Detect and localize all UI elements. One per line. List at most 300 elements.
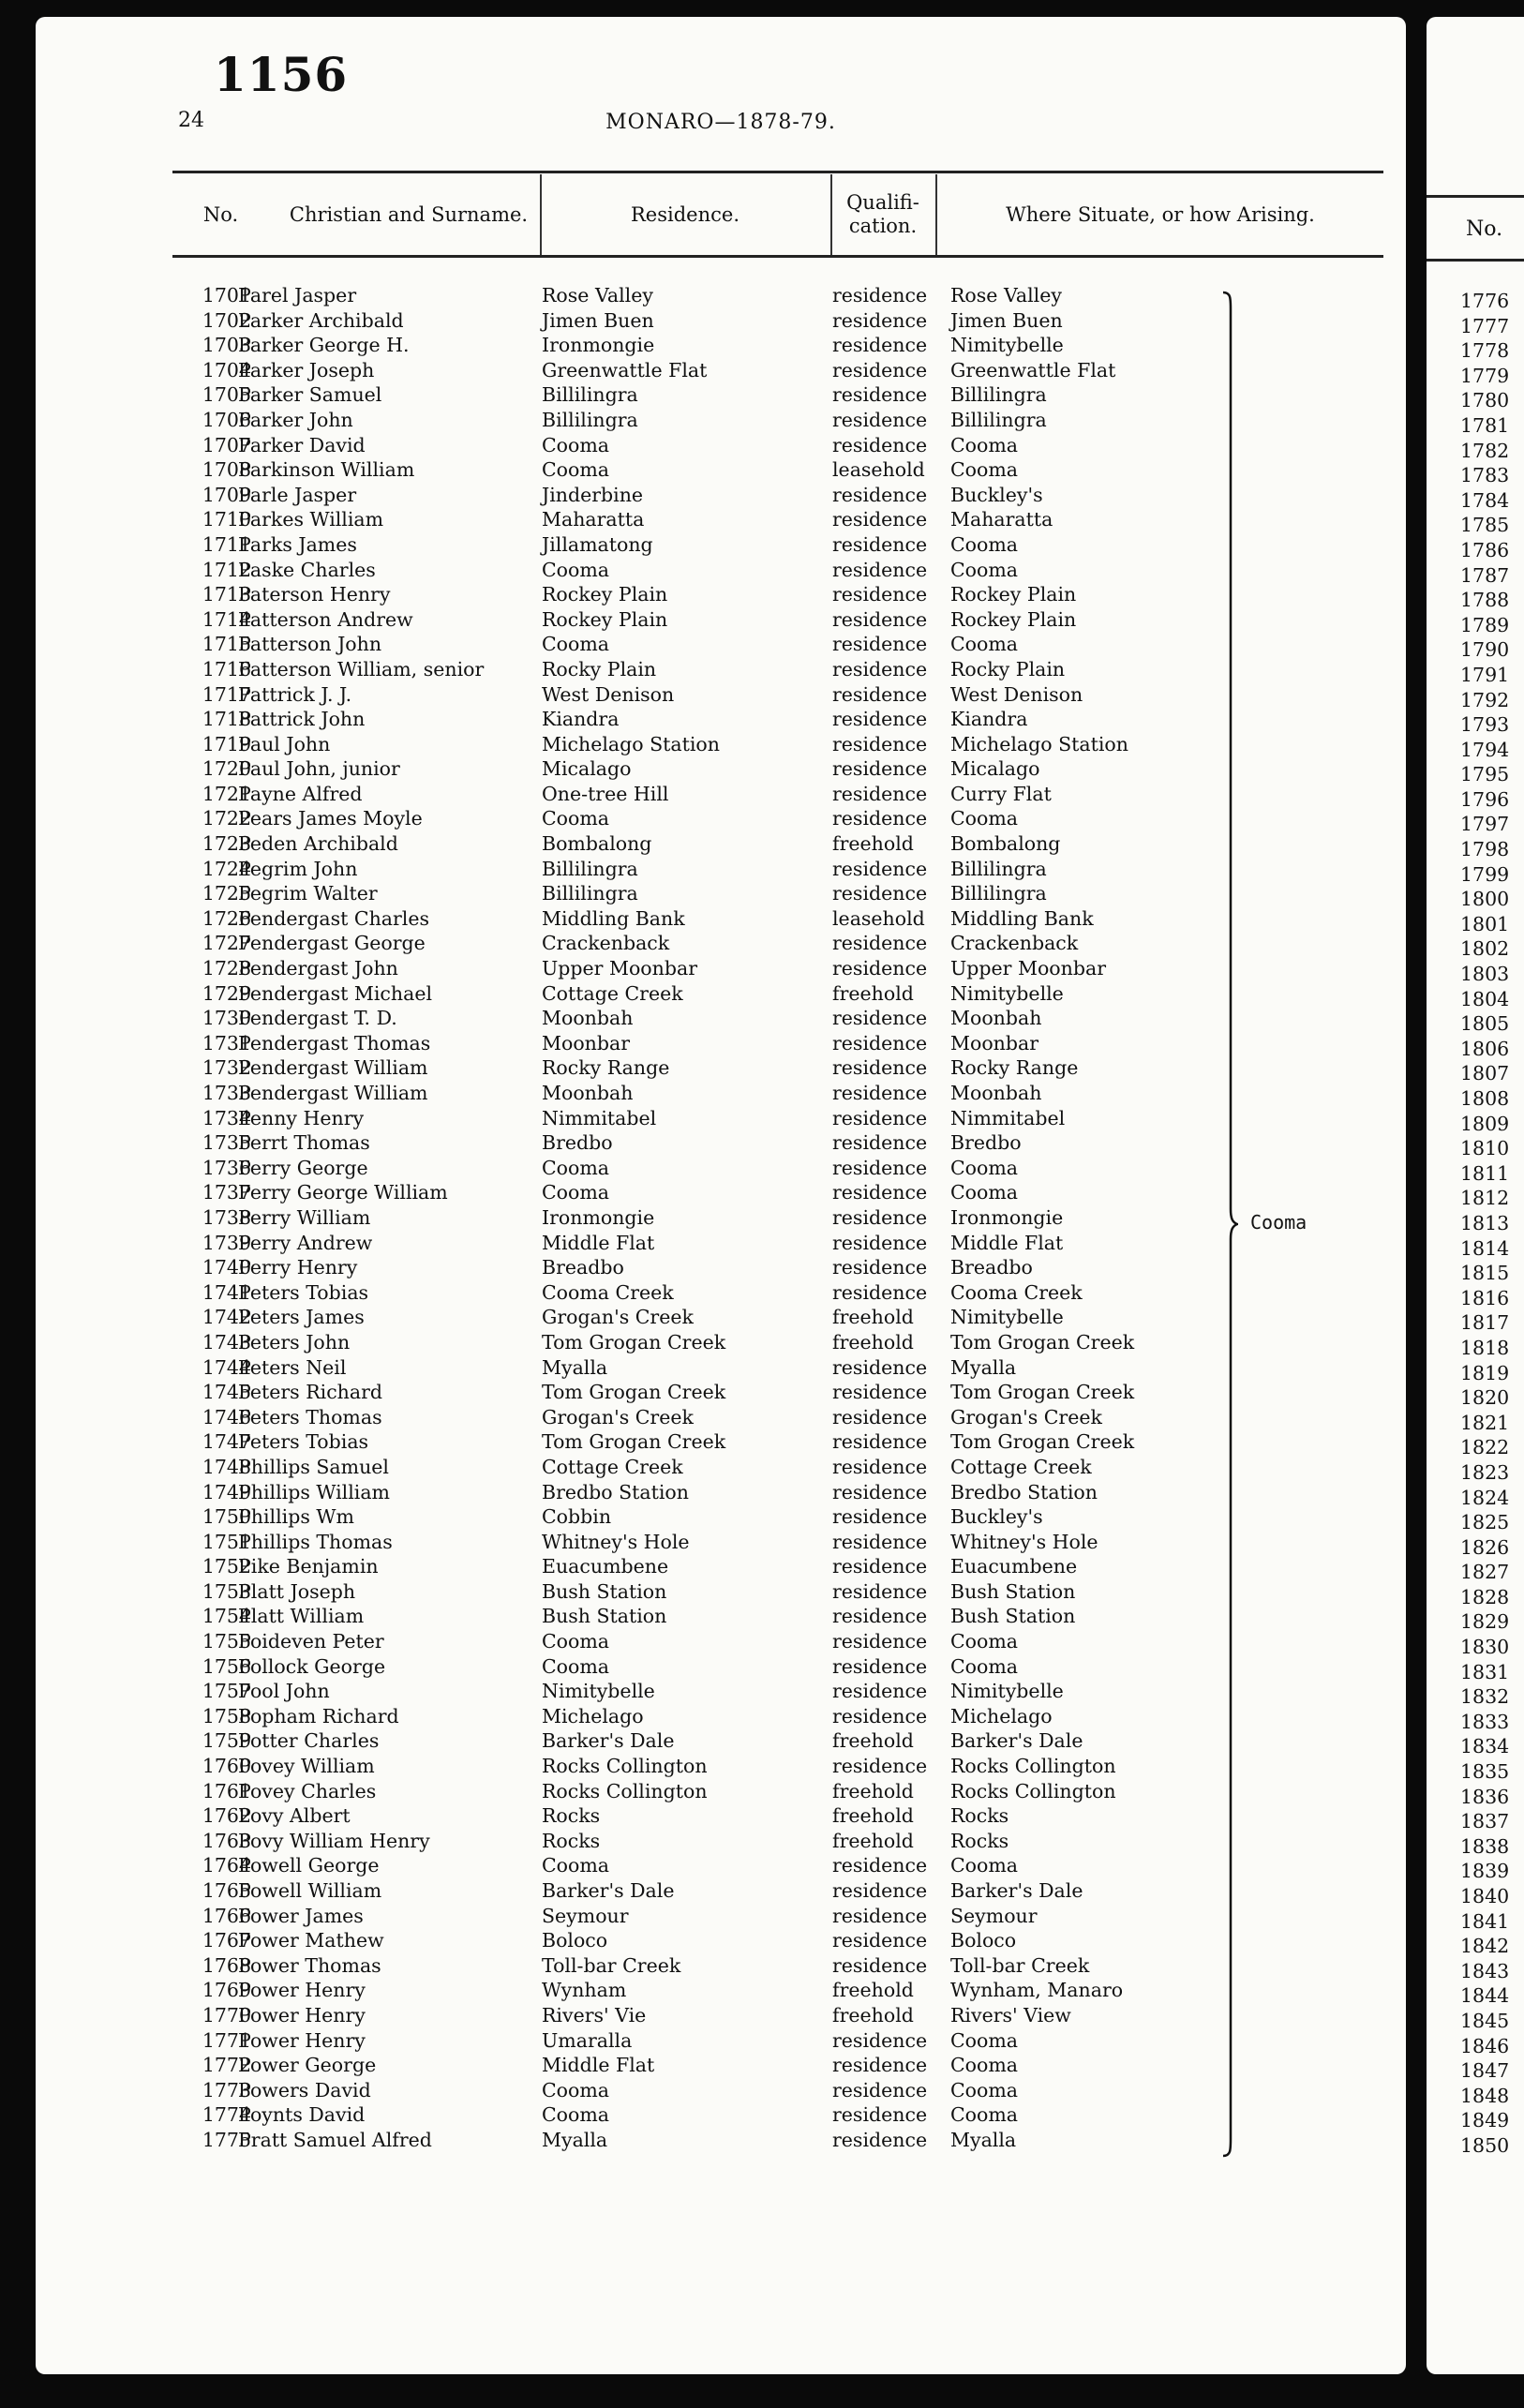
entry-where-situate: Rose Valley [950, 284, 1062, 307]
adjacent-entry-number: 1779 [1460, 364, 1510, 387]
entry-name: Pattrick J. J. [238, 682, 352, 706]
entry-name: Parker Samuel [238, 383, 382, 407]
adjacent-entry-number: 1841 [1460, 1909, 1510, 1933]
entry-where-situate: Rockey Plain [950, 583, 1077, 606]
adjacent-entry-number: 1812 [1460, 1187, 1510, 1210]
entry-where-situate: Cooma [950, 633, 1019, 656]
entry-qualification: residence [832, 532, 928, 556]
adjacent-entry-number: 1788 [1460, 589, 1510, 612]
table-row [36, 1530, 1406, 1555]
entry-where-situate: Billilingra [950, 882, 1047, 905]
table-row [36, 1953, 1406, 1979]
entry-residence: Rocks Collington [542, 1779, 708, 1802]
adjacent-page-edge [1427, 17, 1524, 2374]
entry-number: 1733 [202, 1082, 251, 1104]
entry-name: Pendergast Michael [238, 981, 433, 1005]
entry-name: Povy Albert [238, 1804, 351, 1828]
entry-residence: Rocks [542, 1829, 601, 1852]
adjacent-entry-number: 1843 [1460, 1959, 1510, 1982]
header-bottom-rule [172, 255, 1383, 258]
adjacent-entry-number: 1850 [1460, 2133, 1510, 2157]
bracket-label: Cooma [1250, 1211, 1307, 1234]
entry-qualification: residence [832, 1530, 928, 1553]
entry-name: Potter Charles [238, 1729, 380, 1753]
adjacent-entry-number: 1793 [1460, 713, 1510, 737]
entry-residence: Cooma [542, 1654, 610, 1678]
table-row [36, 2078, 1406, 2103]
entry-name: Povy William Henry [238, 1829, 430, 1852]
entry-number: 1722 [202, 807, 251, 830]
entry-qualification: residence [832, 308, 928, 332]
entry-number: 1764 [202, 1854, 251, 1877]
entry-number: 1731 [202, 1031, 251, 1054]
entry-residence: Tom Grogan Creek [542, 1330, 726, 1354]
entry-residence: Cooma [542, 1181, 610, 1204]
entry-name: Perry George William [238, 1181, 448, 1204]
adjacent-entry-number: 1796 [1460, 787, 1510, 811]
header-name: Christian and Surname. [289, 202, 529, 226]
entry-name: Phillips Samuel [238, 1455, 389, 1478]
adjacent-entry-number: 1804 [1460, 987, 1510, 1010]
entry-name: Phillips Wm [238, 1505, 354, 1529]
table-row [36, 433, 1406, 458]
entry-residence: Cooma Creek [542, 1280, 674, 1304]
entry-name: Power Henry [238, 2003, 366, 2027]
entry-residence: Ironmongie [542, 334, 655, 357]
adjacent-entry-number: 1800 [1460, 888, 1510, 911]
table-row [36, 483, 1406, 508]
entry-number: 1773 [202, 2078, 251, 2101]
entry-where-situate: West Denison [950, 682, 1083, 706]
entry-qualification: residence [832, 1654, 928, 1678]
entry-number: 1728 [202, 957, 251, 980]
table-row [36, 1081, 1406, 1106]
entry-residence: Cooma [542, 433, 610, 456]
adjacent-entry-number: 1808 [1460, 1087, 1510, 1110]
entry-where-situate: Boloco [950, 1929, 1017, 1952]
entry-qualification: residence [832, 433, 928, 456]
entry-qualification: residence [832, 1205, 928, 1229]
adjacent-entry-number: 1785 [1460, 514, 1510, 537]
entry-name: Parle Jasper [238, 483, 357, 506]
entry-where-situate: Billilingra [950, 383, 1047, 407]
entry-name: Paul John [238, 732, 331, 755]
entry-name: Patterson William, senior [238, 657, 485, 681]
adjacent-header-no: No. [1466, 217, 1503, 241]
running-title: MONARO—1878-79. [605, 111, 836, 134]
adjacent-entry-number: 1813 [1460, 1211, 1510, 1234]
entry-name: Power Mathew [238, 1929, 384, 1952]
table-row [36, 1654, 1406, 1680]
entry-residence: Cooma [542, 1156, 610, 1179]
entry-name: Parker David [238, 433, 366, 456]
entry-number: 1768 [202, 1953, 251, 1977]
adjacent-entry-number: 1782 [1460, 439, 1510, 462]
entry-qualification: residence [832, 1256, 928, 1279]
entry-qualification: leasehold [832, 906, 925, 930]
entry-name: Parel Jasper [238, 284, 357, 307]
table-row [36, 1728, 1406, 1754]
entry-number: 1705 [202, 383, 251, 407]
entry-name: Pendergast William [238, 1056, 428, 1080]
table-row [36, 507, 1406, 532]
entry-number: 1729 [202, 981, 251, 1005]
entry-qualification: residence [832, 1231, 928, 1254]
entry-residence: Boloco [542, 1929, 608, 1952]
entry-residence: Cooma [542, 633, 610, 656]
entry-where-situate: Cooma [950, 2103, 1019, 2127]
entry-qualification: residence [832, 1106, 928, 1129]
entry-where-situate: Bredbo Station [950, 1480, 1098, 1503]
entry-name: Power Thomas [238, 1953, 381, 1977]
table-row [36, 881, 1406, 906]
entry-qualification: residence [832, 1181, 928, 1204]
entry-where-situate: Rocky Plain [950, 657, 1066, 681]
entry-qualification: freehold [832, 1729, 914, 1753]
entry-where-situate: Whitney's Hole [950, 1530, 1098, 1553]
entry-qualification: residence [832, 334, 928, 357]
entry-residence: Moonbah [542, 1007, 634, 1030]
entry-name: Poideven Peter [238, 1630, 384, 1653]
table-row [36, 1829, 1406, 1854]
entry-number: 1758 [202, 1704, 251, 1727]
entry-number: 1701 [202, 284, 251, 307]
entry-name: Parker Archibald [238, 308, 404, 332]
adjacent-entry-number: 1789 [1460, 613, 1510, 636]
entry-residence: Billilingra [542, 408, 638, 431]
entry-name: Povey Charles [238, 1779, 377, 1802]
adjacent-entry-number: 1778 [1460, 339, 1510, 363]
entry-where-situate: Greenwattle Flat [950, 358, 1116, 381]
entry-where-situate: Buckley's [950, 483, 1043, 506]
entry-number: 1759 [202, 1729, 251, 1753]
entry-number: 1763 [202, 1829, 251, 1852]
entry-number: 1718 [202, 708, 251, 731]
table-row [36, 1405, 1406, 1430]
table-row [36, 1231, 1406, 1256]
entry-number: 1754 [202, 1605, 251, 1628]
entry-number: 1748 [202, 1455, 251, 1478]
table-row [36, 582, 1406, 607]
adjacent-entry-number: 1809 [1460, 1112, 1510, 1135]
entry-number: 1723 [202, 832, 251, 856]
entry-name: Platt William [238, 1605, 365, 1628]
adjacent-entry-number: 1823 [1460, 1460, 1510, 1484]
entry-qualification: residence [832, 1381, 928, 1404]
entry-number: 1709 [202, 483, 251, 506]
entry-residence: Breadbo [542, 1256, 624, 1279]
table-row [36, 1280, 1406, 1306]
entry-number: 1703 [202, 334, 251, 357]
table-row [36, 1779, 1406, 1804]
entry-where-situate: Rocks [950, 1829, 1009, 1852]
adjacent-entry-number: 1784 [1460, 488, 1510, 512]
entry-where-situate: Billilingra [950, 857, 1047, 880]
entry-number: 1727 [202, 932, 251, 955]
entry-where-situate: Rocks Collington [950, 1779, 1116, 1802]
entry-residence: Bredbo Station [542, 1480, 689, 1503]
entry-where-situate: Cooma [950, 807, 1019, 830]
entry-where-situate: Rockey Plain [950, 607, 1077, 631]
entry-residence: Bombalong [542, 832, 652, 856]
entry-name: Peters Neil [238, 1355, 347, 1379]
entry-residence: Maharatta [542, 508, 645, 531]
table-row [36, 607, 1406, 633]
table-row [36, 1156, 1406, 1181]
entry-number: 1765 [202, 1879, 251, 1902]
entry-residence: Whitney's Hole [542, 1530, 690, 1553]
entry-where-situate: Seymour [950, 1904, 1038, 1927]
entry-where-situate: Rocks Collington [950, 1755, 1116, 1778]
adjacent-entry-number: 1805 [1460, 1012, 1510, 1036]
adjacent-entry-number: 1829 [1460, 1610, 1510, 1634]
table-row [36, 2028, 1406, 2054]
table-row [36, 2003, 1406, 2028]
entry-where-situate: Cooma Creek [950, 1280, 1083, 1304]
table-row [36, 981, 1406, 1007]
entry-residence: Jimen Buen [542, 308, 654, 332]
entry-qualification: residence [832, 1031, 928, 1054]
entry-name: Poynts David [238, 2103, 366, 2127]
adjacent-entry-number: 1827 [1460, 1561, 1510, 1584]
elector-list [36, 283, 1406, 2153]
entry-where-situate: Kiandra [950, 708, 1028, 731]
table-row [36, 1480, 1406, 1505]
entry-where-situate: Tom Grogan Creek [950, 1430, 1135, 1454]
table-row [36, 782, 1406, 807]
entry-number: 1767 [202, 1929, 251, 1952]
entry-number: 1720 [202, 757, 251, 781]
entry-where-situate: Tom Grogan Creek [950, 1381, 1135, 1404]
entry-where-situate: Cooma [950, 1156, 1019, 1179]
entry-residence: Cooma [542, 1854, 610, 1877]
entry-residence: Barker's Dale [542, 1729, 675, 1753]
entry-residence: Upper Moonbar [542, 957, 697, 980]
entry-where-situate: Micalago [950, 757, 1040, 781]
entry-name: Pendergast Charles [238, 906, 429, 930]
entry-qualification: freehold [832, 1306, 914, 1329]
entry-where-situate: Cottage Creek [950, 1455, 1092, 1478]
entry-where-situate: Rocky Range [950, 1056, 1079, 1080]
entry-qualification: freehold [832, 832, 914, 856]
table-row [36, 1853, 1406, 1878]
entry-where-situate: Bombalong [950, 832, 1061, 856]
entry-where-situate: Nimitybelle [950, 334, 1064, 357]
adjacent-entry-number: 1786 [1460, 538, 1510, 561]
entry-residence: Grogan's Creek [542, 1306, 694, 1329]
entry-residence: West Denison [542, 682, 675, 706]
table-row [36, 2128, 1406, 2153]
adjacent-number-list [1427, 289, 1524, 2159]
entry-residence: Crackenback [542, 932, 670, 955]
entry-residence: Rivers' Vie [542, 2003, 647, 2027]
entry-residence: Jinderbine [542, 483, 644, 506]
entry-number: 1738 [202, 1205, 251, 1229]
adjacent-header-rule [1427, 195, 1524, 198]
entry-qualification: residence [832, 633, 928, 656]
entry-name: Pratt Samuel Alfred [238, 2128, 432, 2151]
table-row [36, 756, 1406, 782]
entry-qualification: residence [832, 882, 928, 905]
table-row [36, 1878, 1406, 1904]
table-row [36, 1130, 1406, 1156]
table-row [36, 906, 1406, 932]
entry-qualification: residence [832, 657, 928, 681]
entry-where-situate: Cooma [950, 2078, 1019, 2101]
entry-number: 1769 [202, 1979, 251, 2002]
table-row [36, 2053, 1406, 2078]
entry-residence: Moonbar [542, 1031, 631, 1054]
entry-number: 1745 [202, 1381, 251, 1404]
entry-qualification: freehold [832, 1779, 914, 1802]
entry-name: Patterson John [238, 633, 382, 656]
table-row [36, 457, 1406, 483]
entry-residence: Billilingra [542, 882, 638, 905]
entry-number: 1724 [202, 857, 251, 880]
entry-qualification: residence [832, 1854, 928, 1877]
entry-qualification: freehold [832, 981, 914, 1005]
page-number: 1156 [214, 47, 349, 102]
entry-number: 1744 [202, 1355, 251, 1379]
entry-name: Parks James [238, 532, 357, 556]
entry-qualification: residence [832, 807, 928, 830]
entry-name: Phillips Thomas [238, 1530, 393, 1553]
entry-residence: Bredbo [542, 1131, 613, 1155]
entry-name: Perrt Thomas [238, 1131, 370, 1155]
entry-where-situate: Cooma [950, 558, 1019, 581]
adjacent-entry-number: 1822 [1460, 1436, 1510, 1459]
adjacent-entry-number: 1838 [1460, 1834, 1510, 1858]
table-row [36, 806, 1406, 831]
entry-qualification: residence [832, 1555, 928, 1578]
entry-name: Peters John [238, 1330, 351, 1354]
entry-number: 1711 [202, 532, 251, 556]
entry-number: 1721 [202, 782, 251, 805]
entry-residence: Tom Grogan Creek [542, 1381, 726, 1404]
adjacent-entry-number: 1781 [1460, 413, 1510, 437]
entry-where-situate: Cooma [950, 532, 1019, 556]
adjacent-entry-number: 1776 [1460, 290, 1510, 312]
entry-name: Platt Joseph [238, 1579, 356, 1603]
entry-name: Pegrim John [238, 857, 358, 880]
entry-number: 1742 [202, 1306, 251, 1329]
entry-number: 1749 [202, 1480, 251, 1503]
entry-qualification: residence [832, 508, 928, 531]
table-row [36, 1180, 1406, 1205]
entry-residence: Cooma [542, 1630, 610, 1653]
entry-where-situate: Cooma [950, 2028, 1019, 2052]
adjacent-entry-number: 1844 [1460, 1984, 1510, 2008]
entry-residence: Middle Flat [542, 1231, 655, 1254]
table-row [36, 1355, 1406, 1381]
table-row [36, 1429, 1406, 1455]
table-row [36, 1803, 1406, 1829]
entry-name: Pendergast Thomas [238, 1031, 431, 1054]
entry-name: Payne Alfred [238, 782, 363, 805]
table-row [36, 1305, 1406, 1330]
entry-residence: Cooma [542, 2103, 610, 2127]
adjacent-entry-number: 1783 [1460, 464, 1510, 487]
entry-name: Parker George H. [238, 334, 410, 357]
entry-number: 1774 [202, 2103, 251, 2127]
entry-name: Pendergast John [238, 957, 398, 980]
adjacent-entry-number: 1846 [1460, 2034, 1510, 2057]
entry-where-situate: Grogan's Creek [950, 1405, 1102, 1428]
entry-residence: Barker's Dale [542, 1879, 675, 1902]
entry-residence: Nimitybelle [542, 1680, 655, 1703]
entry-number: 1743 [202, 1330, 251, 1354]
adjacent-entry-number: 1831 [1460, 1660, 1510, 1683]
entry-qualification: residence [832, 1082, 928, 1104]
entry-where-situate: Billilingra [950, 408, 1047, 431]
table-row [36, 1031, 1406, 1056]
adjacent-entry-number: 1799 [1460, 862, 1510, 886]
table-row [36, 1928, 1406, 1953]
entry-name: Powell William [238, 1879, 382, 1902]
entry-residence: Bush Station [542, 1579, 667, 1603]
entry-where-situate: Cooma [950, 458, 1019, 482]
table-row [36, 2102, 1406, 2128]
entry-residence: Cottage Creek [542, 981, 683, 1005]
table-row [36, 1554, 1406, 1579]
entry-qualification: residence [832, 757, 928, 781]
entry-name: Pool John [238, 1680, 330, 1703]
bracket-brace [1221, 291, 1238, 2158]
entry-residence: Cobbin [542, 1505, 612, 1529]
entry-qualification: residence [832, 782, 928, 805]
entry-where-situate: Ironmongie [950, 1205, 1064, 1229]
entry-number: 1753 [202, 1579, 251, 1603]
entry-residence: Rockey Plain [542, 583, 668, 606]
entry-qualification: residence [832, 558, 928, 581]
entry-residence: Myalla [542, 1355, 608, 1379]
adjacent-entry-number: 1821 [1460, 1411, 1510, 1434]
entry-number: 1751 [202, 1530, 251, 1553]
adjacent-entry-number: 1833 [1460, 1710, 1510, 1733]
entry-where-situate: Middling Bank [950, 906, 1094, 930]
table-row [36, 1006, 1406, 1031]
adjacent-entry-number: 1791 [1460, 663, 1510, 686]
entry-number: 1741 [202, 1280, 251, 1304]
entry-qualification: freehold [832, 1829, 914, 1852]
table-row [36, 1604, 1406, 1629]
adjacent-entry-number: 1777 [1460, 314, 1510, 337]
entry-name: Patterson Andrew [238, 607, 413, 631]
entry-qualification: residence [832, 1630, 928, 1653]
entry-residence: Middle Flat [542, 2054, 655, 2077]
entry-qualification: residence [832, 2103, 928, 2127]
entry-qualification: residence [832, 1430, 928, 1454]
adjacent-entry-number: 1798 [1460, 838, 1510, 861]
adjacent-entry-number: 1824 [1460, 1486, 1510, 1509]
adjacent-entry-number: 1835 [1460, 1760, 1510, 1784]
entry-qualification: residence [832, 1953, 928, 1977]
entry-where-situate: Michelago Station [950, 732, 1128, 755]
table-row [36, 1380, 1406, 1405]
entry-qualification: residence [832, 1056, 928, 1080]
entry-qualification: residence [832, 1680, 928, 1703]
adjacent-entry-number: 1797 [1460, 813, 1510, 836]
table-row [36, 1629, 1406, 1654]
adjacent-entry-number: 1828 [1460, 1585, 1510, 1608]
entry-qualification: residence [832, 607, 928, 631]
entry-name: Parker John [238, 408, 353, 431]
entry-where-situate: Rocks [950, 1804, 1009, 1828]
entry-qualification: residence [832, 1480, 928, 1503]
header-no: No. [202, 202, 239, 226]
entry-number: 1734 [202, 1106, 251, 1129]
entry-residence: Michelago [542, 1704, 644, 1727]
